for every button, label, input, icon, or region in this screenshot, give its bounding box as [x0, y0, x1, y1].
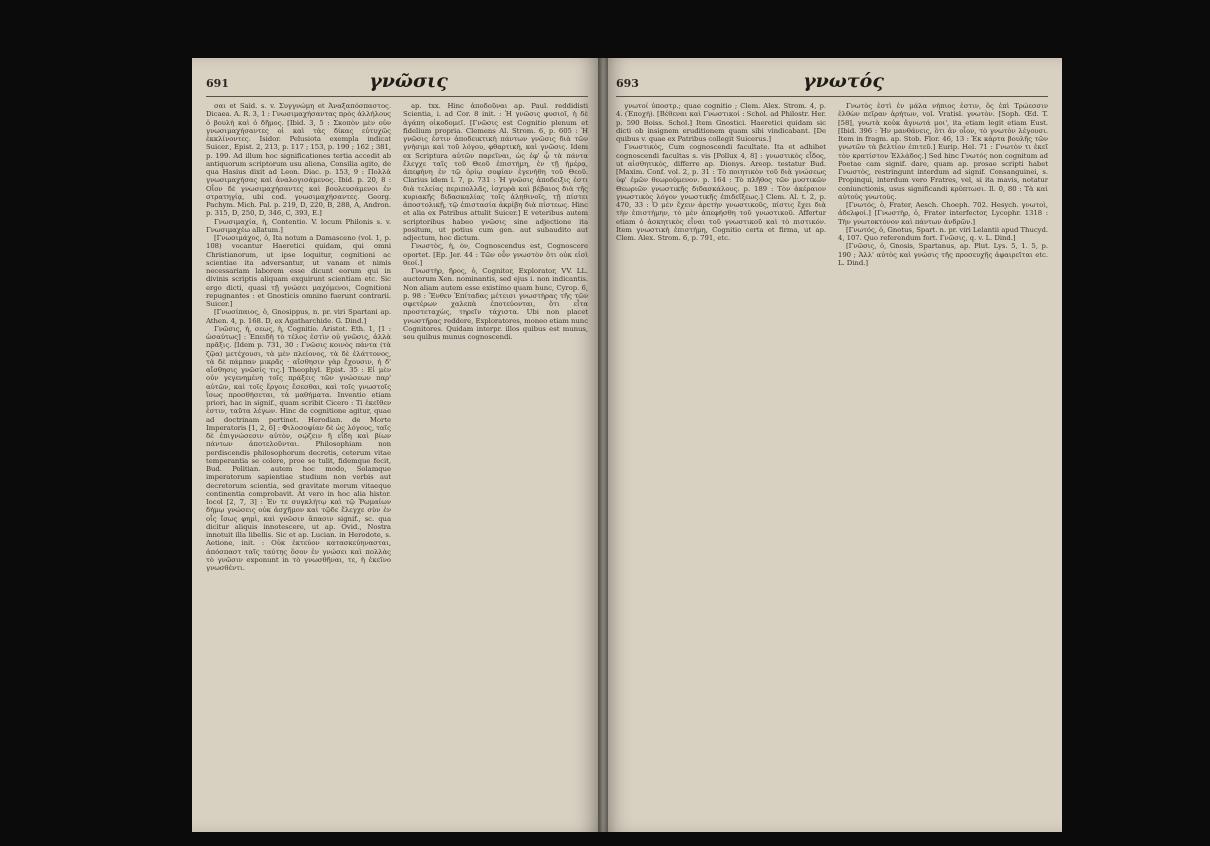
left-page-number: 691	[206, 77, 229, 90]
entry-paragraph: [Γνωσίπαιος, ὁ, Gnosippus, n. pr. viri Spartani ap. Athen. 4, p. 168. D, ex Agatharchide. G. Dind.]	[206, 308, 391, 325]
book-gutter	[598, 58, 608, 832]
left-page-header	[206, 70, 588, 92]
right-column-1	[616, 102, 826, 822]
left-column-1	[206, 102, 391, 822]
left-page	[192, 58, 602, 832]
right-page-headword: γνωτός	[803, 70, 884, 92]
right-page-columns	[616, 102, 1048, 822]
right-column-2	[838, 102, 1048, 822]
entry-paragraph: ap. txx. Hinc ἀποδοῦναι ap. Paul. reddidisti Scientia, i. ad Cor. 8 init. : Ἡ γνῶσις φυσιοῖ, ἡ δὲ ἀγάπη οἰκοδομεῖ. [Γνῶσις est Cognitio plenum et fidelium propria. Clemens Al. Strom. 6, p. 605 : Ἡ γνῶσις ἐστιν ἀποδεικτικὴ πάντων γνῶσις διὰ τῶν γνήσιμι καὶ τοῦ λόγου, φθαρτικὴ, καὶ γνῶσις. Idem ex Scriptura αὐτῶν παρεῖναι, ὡς ἐφ' ᾧ τὰ πάντα ἔλεγχε ταῖς τοῦ Θεοῦ ἐπιστήμη, ἐν τῇ ἡμέρᾳ, ἀπεφήνη ἐν τῷ ὁρίῳ σοφίαν ἐγενήθη τοῦ Θεοῦ. Clarius idem l. 7, p. 731 : Ἡ γνῶσις ἀποδειξις ἐστι διὰ τελείας περιπολλᾶς, ἰσχυρὰ καὶ βέβαιος διὰ τῆς κυριακῆς διδασκαλίας τοῖς ἀληθινοῖς, τῇ πίστει ἀποστολικῇ, τῷ ἐπιστασία ἀκρίβη διὰ πίστεως. Hinc et alia ex Patribus attulit Suicer.] E veteribus autem scriptoribus habeo γνῶσις sine adjectione ita positum, ut potius cum gen. aut subaudito aut adjectum, hoc dictum.	[403, 102, 588, 242]
entry-paragraph: Γνωστὸς, ἡ, ὸν, Cognoscendus est, Cognoscere oportet. [Ep. Jer. 44 : Τῶν οὖν γνωστὸν ὅτι οὐκ εἰσὶ θεοί.]	[403, 242, 588, 267]
left-column-2	[403, 102, 588, 822]
entry-paragraph: [Γνωτός, ὁ, Gnotus, Spart. n. pr. viri Lelantii apud Thucyd. 4, 107. Quo referendum fort. Γνῶσις, q. v. L. Dind.]	[838, 225, 1048, 242]
left-page-columns	[206, 102, 588, 822]
entry-paragraph: Γνωτὸς ἐστὶ ἐν μάλα νήπιος ἐστιν, ὅς ἐπὶ Τρώεσσιν ἐλθὼν πεῖραν ἀρήτων, vol. Vratisl. γνωτὸν. [Soph. Œd. T. [58], γνωτὰ κοὐκ ἄγνωτά μοι', ita etiam legit etiam Eust. [Ibid. 396 : Ἡν μανθάνεις, ὅτι ἀν οἷον, τὸ γνωτὸν λέγουσι. Item in fragm. ap. Stob. Flor. 46, 13 : Ἐκ κάρτα βουλῆς τῶν γνωτῶν τὰ βελτίον ἐπιτεῦ.] Eurip. Hel. 71 : Γνωτὸν τι ἐκεῖ τὸν κρατίστον Ἑλλάδος.] Sed hinc Γνωτός non cognitum ad Poetae cam signif. dare, quam ap. prosae scripti habet Γνωστὸς, restringunt interdum ad signif. Consanguinei, s. Propinqui, interdum vero Fratres, vel, si ita mavis, notatur coniunctionis, usus significandi κρύπτωσι. Il. 0, 80 : Τὰ καὶ αὐτοὺς γνωτοὺς.	[838, 102, 1048, 201]
right-page-header	[616, 70, 1048, 92]
entry-paragraph: [Γνωσιμάχος, ὁ, Ita notum a Damasceno (vol. 1, p. 108) vocantur Haeretici quidam, qui omni Christianorum, ut ipse loquitur, cognitioni ac scientiae ita adversantur, ut vanam et nimis necessariam laborem esse dicunt eorum qui in divinis scriptis aliquam exquirunt scientiam etc. Sic ergo dicti, quasi τῇ γνώσει μαχόμενοι, Cognitioni repugnantes : et Gnosticis omnino fuerunt contrarii. Suicer.]	[206, 234, 391, 308]
right-header-rule	[616, 96, 1048, 97]
entry-paragraph: Γνωσιμαχία, ἡ, Contentio. V. locum Philonis s. v. Γνωσιμαχέω allatum.]	[206, 217, 391, 234]
entry-paragraph: [Γνῶσις, ὁ, Gnosis, Spartanus, ap. Plut. Lys. 5, 1. 5, p. 190 ; Ἀλλ' αὐτὸς καὶ γνώσις τῆς προσευχῆς ἀφαιρεῖται etc. L. Dind.]	[838, 242, 1048, 267]
left-header-rule	[206, 96, 588, 97]
right-page-number: 693	[616, 77, 639, 90]
entry-paragraph: σαι et Said. s. v. Συγγνώμη et Ἀναξαπόσπαστος. Dicaea. A. R. 3, 1 : Γνωσιμαχήσαντας πρὸς ἀλλήλους ὁ βουλὴ καὶ ὁ δῆμος. [Ibid. 3, 5 : Σκοπὸν μὲν οὐν γνωσιμαχήσαντες οἱ καὶ τὰς δίκας εὐτυχῶς ἐκκλίνοντες. Isidor. Pelusiota exempla indicat Suicer., Epist. 2, 213, p. 117 ; 153, p. 199 ; 162 ; 381, p. 199. Ad illum hoc significationes tertia accedit ab antiquorum scriptorum usu aliena, Consilia agito, de qua Hasius dixit ad Leon. Diac. p. 153, 9 : Πολλὰ γνωσιμαχήσας καὶ ἀναλογισάμενος. Ibid. p. 20, 8 : Οἷον δὲ γνωσιμαχήσαντες καὶ βουλευσάμενοι ἐν στρατηγίᾳ, ubi cod. γνωσιμαχήσαντες. Georg. Pachym. Mich. Pal. p. 219, D, 220, B, 288, A, Andron. p. 315, D, 250, D, 346, C, 393, E.]	[206, 102, 391, 218]
entry-paragraph: Γνωστικὸς, Cum cognoscendi facultate. Ita et adhibet cognoscendi facultas s. vis [Pollux 4, 8] : γνωστικὸς εἶδος, ut αἰσθητικὸς, differre ap. Dionys. Areop. testatur Bud. [Maxim. Conf. vol. 2, p. 31 : Τὸ ποιητικὸν τοῦ διὰ γνώσεως ὑφ' ἐμῶν θεωρούμενον. p. 164 : Τὸ πλῆθος τῶν μυστικῶν Θεωριῶν γνωστικῆς διδασκάλους. p. 189 : Τὸν ἀκέραιον γνωστικὸς λόγον γνωστικῆς ἐπιδεῖξεως.] Clem. Al. t. 2, p. 470, 33 : Ὁ μὲν ἔχειν ἀρετὴν γνωστικοῦς, πίστις ἔχει διὰ τὴν ἐπιστήμην, τὸ μὲν ἀπεφήσθη τοῦ γνωστικοῦ. Affertur etiam ὁ ἀσκητικὸς εἶναι τοῦ γνωστικοῦ καὶ τὸ πιστικόν. Item γνωστικὴ ἐπιστήμη, Cognitio certa et firma, ut ap. Clem. Alex. Strom. 6, p. 791, etc.	[616, 143, 826, 242]
left-page-headword: γνῶσις	[369, 70, 448, 92]
entry-paragraph: Γνωστὴρ, ῆρος, ὁ, Cognitor, Explorator, VV. LL. auctorum Xen. nominantis, sed ejus i. non indicantis. Non aliam autem esse existimo quam hunc, Cyrop. 6, p. 98 : Ἔνθεν Ἐπίταδας μέτεισι γνωστὴρας τῆς τῶν σφετέρων χαλεπὰ ἐποτεύονται, ὅτι εἶτα προστεταχὼς, τηρεῖν τάχιστα. Ubi non placet γνωστῆρας reddere, Exploratores, moneo etiam nunc Cognitores. Quidam interpr. illos quibus est munus, seu quibus munus cognoscendi.	[403, 267, 588, 341]
entry-paragraph: [Γνωτός, ὁ, Frater, Aesch. Choeph. 702. Hesych. γνωτοὶ, ἀδελφοί.] [Γνωστὴρ, ὁ, Frater interfector, Lycophr. 1318 : Τὴν γνωτοκτόνον καὶ πάντων ἀνδρῶν.]	[838, 201, 1048, 226]
right-page	[602, 58, 1062, 832]
book-spread	[192, 58, 1062, 832]
entry-paragraph: γνωτοί ὑποστρ.; quae cognitio ; Clem. Alex. Strom. 4, p. 4. (Ἐποχή). [Βέθεναι καὶ Γνωστικοί : Schol. ad Philostr. Her. p. 590 Boiss. Schol.] Item Gnostici. Haeretici quidam sic dicti ob insignem eruditionem quam sibi vindicabant. [De quibus v. quae ex Patribus collegit Suicerus.]	[616, 102, 826, 143]
entry-paragraph: Γνῶσις, ἡ, σεως, ἡ, Cognitio. Aristot. Eth. 1, [1 : ὡσαύτως] : Ἐπειδὴ τὸ τέλος ἐστὶν οὐ γνῶσις, ἀλλὰ πρᾶξις. [Idem p. 731, 30 : Γνῶσις κοινὸς πάντα (τὰ ζῷα) μετέχουσι, τὰ μὲν πλείονος, τὰ δὲ ἐλάττονος, τὰ δὲ πάμπαν μικρᾶς · αἴσθησιν γὰρ ἔχουσιν, ἡ δ' αἴσθησις γνῶσίς τις.] Theophyl. Epist. 35 : Εἰ μὲν οὐν γεγενημένη τοῖς πράξεις τῶν γνώσεων παρ' αὐτῶν, καὶ τοῖς ἔργοις ἔσεσθαι, καὶ τοῖς γνωστοῖς ἴσως προσθήσεται, τὰ μαθήματα. Inventio etiam priori, hac in signif., quam scribit Cicero : Ti ἐκεῖθεν ἐστιν, ταῦτα λέγων. Hinc de cognitione agitur, quae ad doctrinam pertinet. Herodian. de Morte Imperatoris [1, 2, 6] : Φιλοσοφίαν δὲ ὡς λόγους, ταῖς δὲ ἐπιγνώσεσιν αὐτὸν, σῴζειν ἢ εἶδη καὶ βίων πάντων ἀποτελοῦνται. Philosophiam non perdiscendis philosophorum decretis, ceterum vitae temperantia se colere, proe se tulit, fidemque fecit, Bud. Politian. autem hoc modo, Solamque imperatorum sapientiae studium non verbis aut decretorum scientia, sed gravitate morum vitaeque continentia comprobavit. At vero in hoc alia histor. Iocol [2, 7, 3] : Ἐν τε συγκλήτῳ καὶ τῷ Ῥωμαίων δήμῳ γνώσεις οὐκ ἀσχῆμον καὶ τῷδε ἕλεγχε σὺν ἐν οἷς ἴσως φημὶ, καὶ γνῶσιν ἅπασιν signif., sc. qua dicitur aliquis innotescere, ut ap. Ovid., Nostra innotuit illa libellis. Sic et ap. Lucian. in Herodote, s. Aetione, init. : Οὐκ ἐκτεύον κατασκεύηνασται, ἀπόσπαστ ταῖς ταύτης ὅσον ἐν γνώσει καὶ πολλὰς τὸ γνῶσιν exponunt in τὸ γνωσθῆναι, τε, ἡ ἐκεῖνο γνωσθέντι.	[206, 324, 391, 572]
